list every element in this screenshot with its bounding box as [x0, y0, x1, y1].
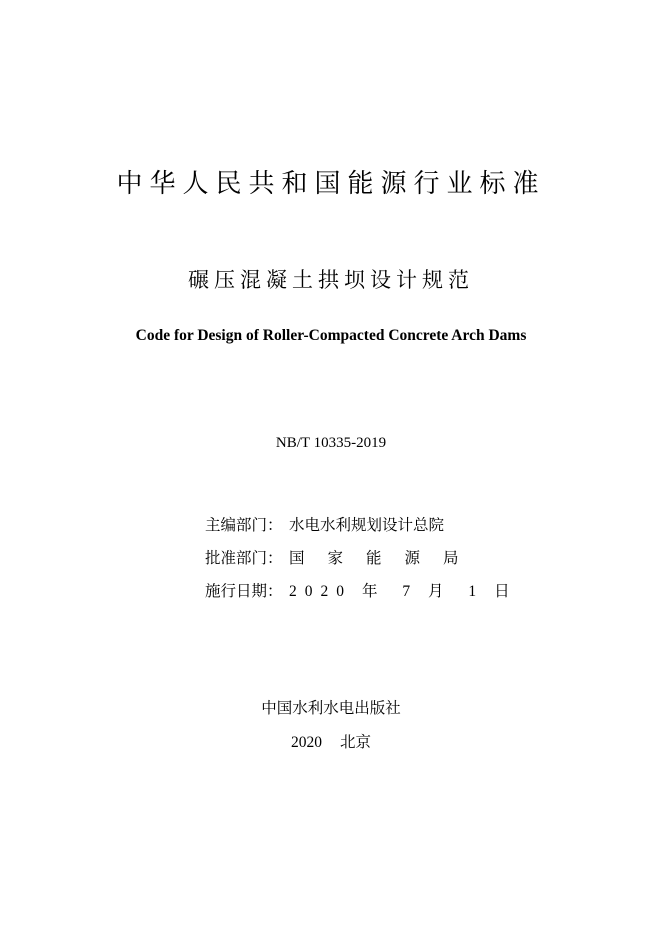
- standard-category-title: 中华人民共和国能源行业标准: [116, 169, 546, 199]
- publication-year: 2020: [290, 734, 322, 751]
- publication-place: [0, 730, 662, 755]
- date-month: 7: [402, 583, 419, 600]
- editor-label: 主编部门：: [205, 516, 283, 534]
- date-month-unit: 月: [428, 582, 449, 600]
- standard-code: NB/T 10335-2019: [275, 435, 387, 451]
- editor-row: [205, 512, 444, 538]
- english-title: Code for Design of Roller-Compacted Concrete Arch Dams: [135, 327, 527, 344]
- approver-row: [205, 545, 482, 571]
- effective-date-value: [289, 578, 515, 605]
- date-year: 2020: [289, 583, 352, 600]
- approver-value: 国家能源局: [289, 549, 482, 567]
- date-day: 1: [468, 583, 485, 600]
- editor-value: 水电水利规划设计总院: [289, 516, 445, 534]
- effective-date-label: 施行日期：: [205, 582, 283, 600]
- publisher-name: 中国水利水电出版社: [261, 699, 401, 717]
- approver-label: 批准部门：: [205, 549, 283, 567]
- date-day-unit: 日: [494, 582, 515, 600]
- date-year-unit: 年: [361, 582, 383, 600]
- chinese-title: 碾压混凝土拱坝设计规范: [188, 268, 474, 292]
- effective-date-row: [205, 578, 515, 604]
- publication-city: 北京: [339, 733, 371, 751]
